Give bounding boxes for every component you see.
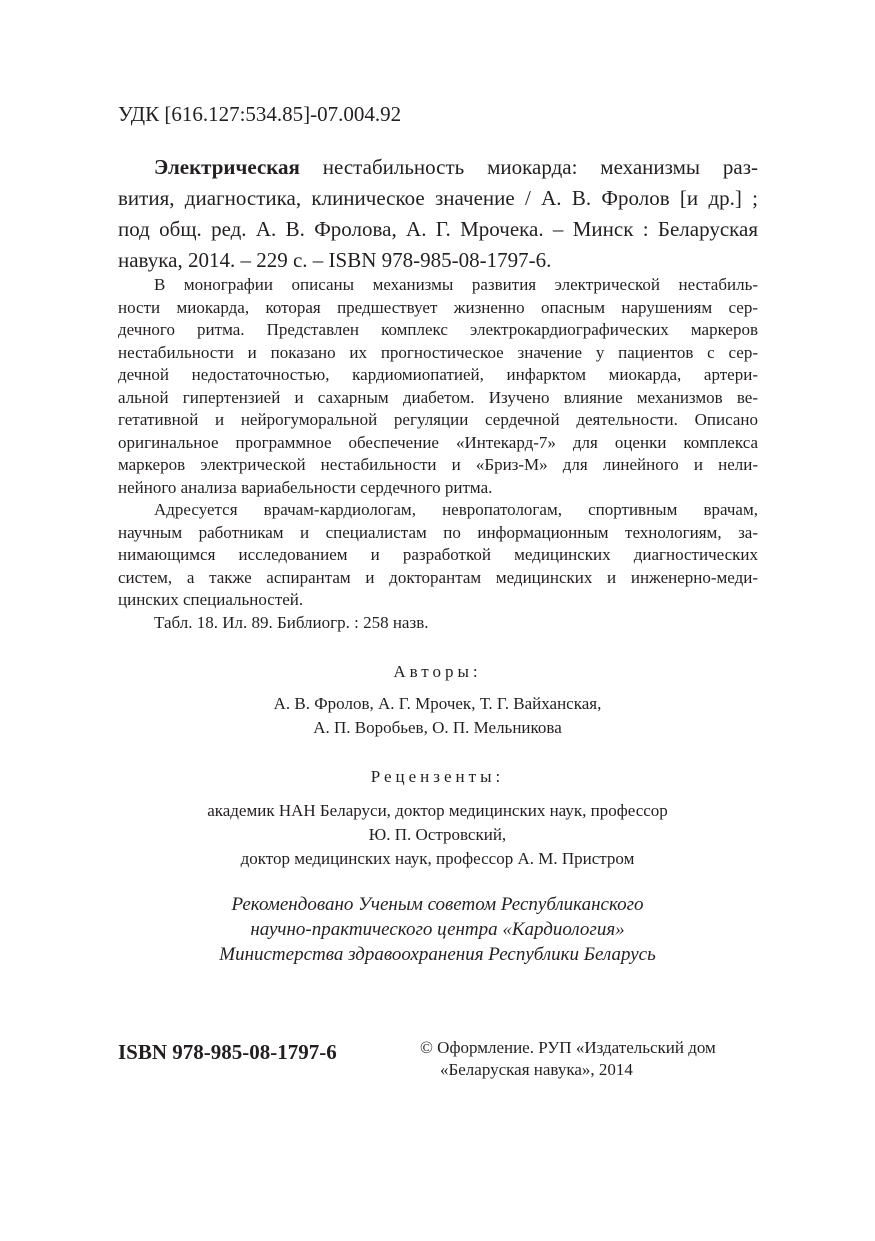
biblio-title-bold: Электрическая [154,155,300,179]
annotation-line: Адресуется врачам-кардиологам, невропатологам, спортивным врачам, [154,500,758,519]
authors-heading: Авторы: [393,662,482,681]
biblio-line-4: навука, 2014. – 229 с. – ISBN 978-985-08-1797-6. [118,248,552,272]
annotation-line: дечной недостаточностью, кардиомиопатией, инфарктом миокарда, артери- [118,365,758,384]
copyright-line-2: «Беларуская навука», 2014 [440,1060,633,1079]
annotation-line: В монографии описаны механизмы развития электрической нестабиль- [154,275,758,294]
annotation-line: альной гипертензией и сахарным диабетом. Изучено влияние механизмов ве- [118,387,758,407]
udk-code: УДК [616.127:534.85]-07.004.92 [118,102,402,126]
copyright-notice [420,1037,716,1081]
annotation-line: маркеров электрической нестабильности и «Бриз-М» для линейного и нели- [118,455,758,474]
annotation-line: нимающимся исследованием и разработкой медицинских диагностических [118,545,758,564]
annotation-line: нейного анализа вариабельности сердечного ритма. [118,477,493,497]
reviewers-line-1: академик НАН Беларуси, доктор медицинских наук, профессор [207,801,668,820]
annotation-line: нестабильности и показано их прогностическое значение у пациентов с сер- [118,342,758,362]
annotation-line: систем, а также аспирантам и докторантам медицинских и инженерно-меди- [118,567,758,587]
recommendation-line-2: научно-практического центра «Кардиология» [250,919,625,940]
reviewers-line-3: доктор медицинских наук, профессор А. М. Пристром [240,849,635,868]
biblio-line-1 [118,155,758,180]
annotation-line: научным работникам и специалистам по информационным технологиям, за- [118,522,758,542]
recommendation-line-1: Рекомендовано Ученым советом Республиканского [231,894,644,915]
annotation-stats-line: Табл. 18. Ил. 89. Библиогр. : 258 назв. [154,612,429,632]
annotation-line: дечного ритма. Представлен комплекс электрокардиографических маркеров [118,320,758,339]
authors-line-2: А. П. Воробьев, О. П. Мельникова [313,718,562,737]
isbn: ISBN 978-985-08-1797-6 [118,1040,337,1064]
biblio-line-3: под общ. ред. А. В. Фролова, А. Г. Мрочека. – Минск : Беларуская [118,217,758,241]
reviewers-heading: Рецензенты: [370,767,505,786]
biblio-line-1-rest: нестабильность миокарда: механизмы раз- [322,155,758,179]
copyright-line-1: © Оформление. РУП «Издательский дом [420,1038,716,1057]
recommendation-section [0,892,875,967]
annotation-line: оригинальное программное обеспечение «Интекард-7» для оценки комплекса [118,432,758,452]
annotation-line: ности миокарда, которая предшествует жизненно опасным нарушениям сер- [118,297,758,317]
reviewers-section [0,765,875,871]
annotation-line: гетативной и нейрогуморальной регуляции сердечной деятельности. Описано [118,410,758,429]
authors-line-1: А. В. Фролов, А. Г. Мрочек, Т. Г. Вайханская, [273,694,602,713]
recommendation-line-3: Министерства здравоохранения Республики Беларусь [219,944,656,965]
authors-section [0,660,875,740]
biblio-line-2: вития, диагностика, клиническое значение / А. В. Фролов [и др.] ; [118,186,758,210]
reviewers-line-2: Ю. П. Островский, [368,825,507,844]
annotation-line: цинских специальностей. [118,590,304,609]
